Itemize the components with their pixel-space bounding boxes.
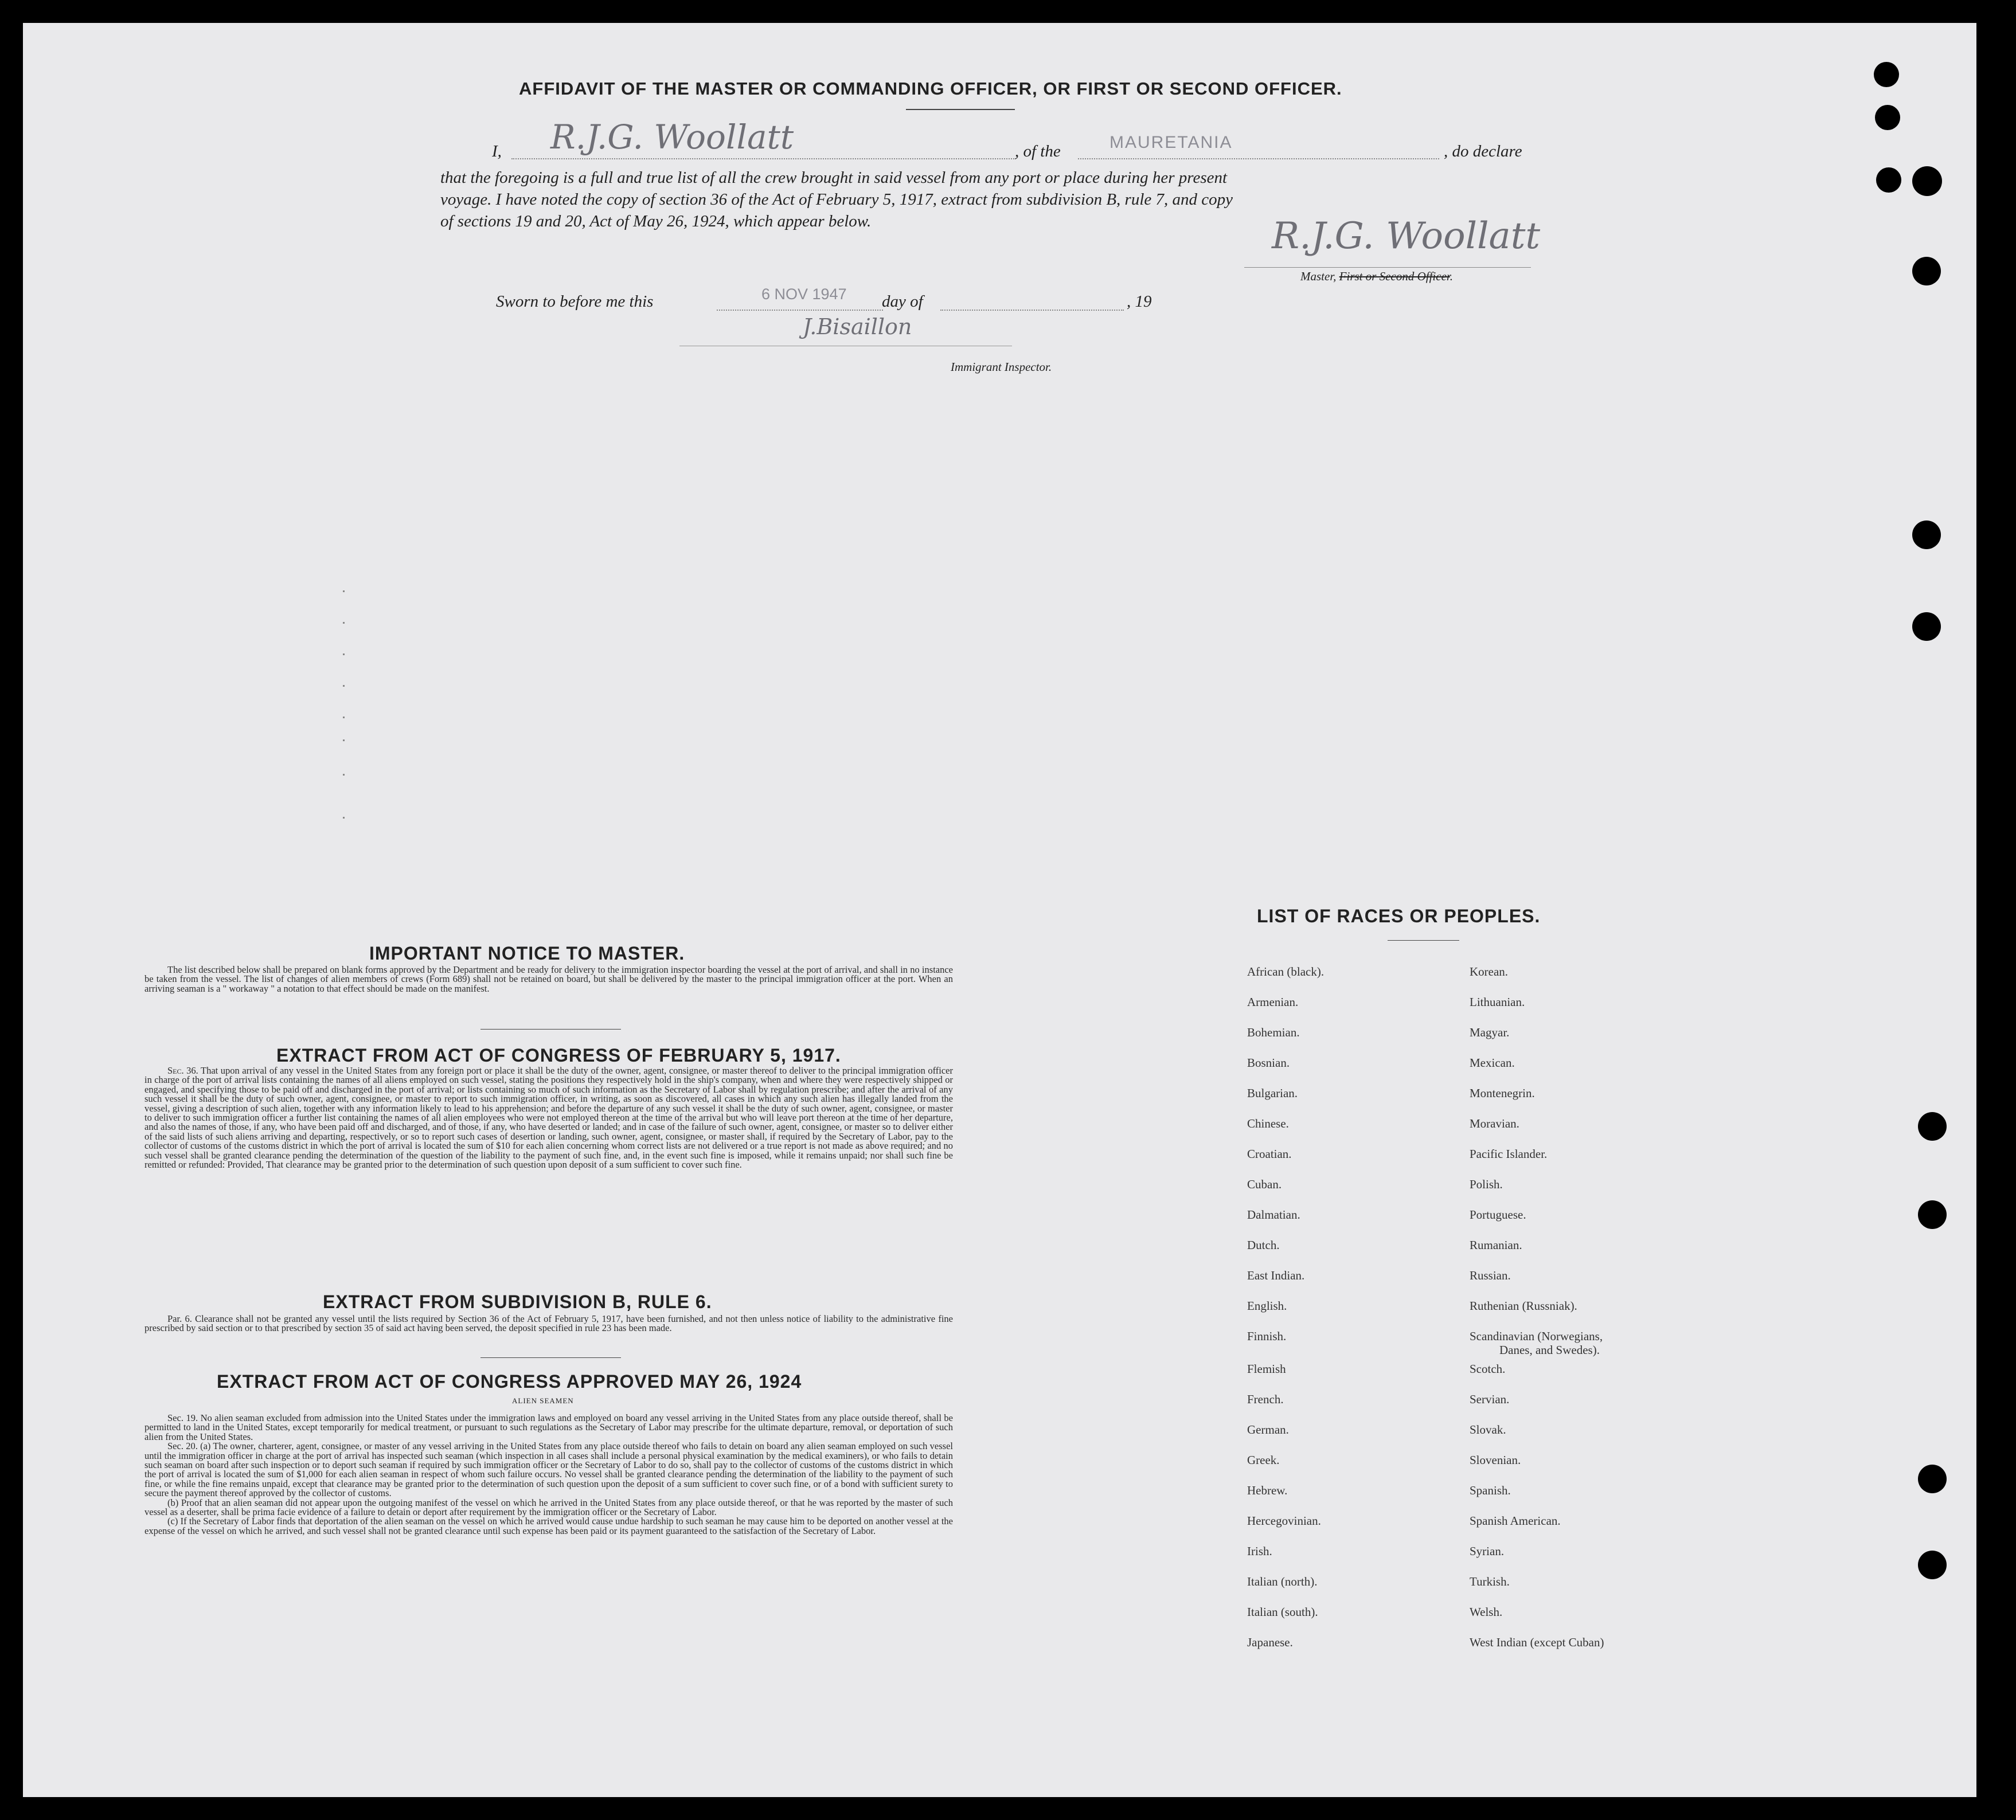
race-left: Chinese.: [1247, 1117, 1289, 1130]
race-right-continued: Danes, and Swedes).: [1499, 1343, 1600, 1357]
race-left: Armenian.: [1247, 995, 1299, 1009]
title-divider: [906, 109, 1015, 110]
rule-6-text: Par. 6. Clearance shall not be granted any vessel until the lists required by Section 36 of the Act of February 5, 1917, have been furnished, and not then unless notice of liability to the administrative fine prescribed by said section or to that prescribed by section 35 of said act having been served, the deposit specified in rule 23 has been made.: [144, 1313, 953, 1334]
race-right: Polish.: [1470, 1177, 1503, 1191]
sec-36-text: That upon arrival of any vessel in the United States from any foreign port or place it shall be the duty of the owner, agent, consignee, or master thereof to deliver to the principal immigration officer in charge of the port of arrival lists containing the names of all aliens employed on such vessel, stating the positions they respectively hold in the ship's company, when and where they were respectively shipped or engaged, and specifying those to be paid off and discharged in the port of arrival; or lists containing so much of such information as the Secretary of Labor shall by regulation prescribe; and after the arrival of any such vessel it shall be the duty of such owner, agent, consignee, or master to report to such immigration officer, in writing, as soon as discovered, all cases in which any such alien has illegally landed from the vessel, giving a description of such alien, together with any information likely to lead to his apprehension; and before the departure of any such vessel it shall be the duty of such owner, agent, consignee, or master to deliver to such immigration officer a further list containing the names of all alien employees who were not employed thereon at the time of the arrival but who will leave port thereon at the time of her departure, and also the names of those, if any, who have been paid off and discharged, and of those, if any, who have deserted or landed; and in case of the failure of such owner, agent, consignee, or master so to deliver either of the said lists of such aliens arriving and departing, respectively, or so to report such cases of desertion or landing, such owner, agent, consignee, or master shall, if required by the Secretary of Labor, pay to the collector of customs of the customs district in which the port of arrival is located the sum of $10 for each alien concerning whom correct lists are not delivered or a true report is not made as above required; and no such vessel shall be granted clearance pending the determination of the question of the liability to the payment of such fine, and, in the event such fine is imposed, while it remains unpaid; nor shall such fine be remitted or refunded: Provided, That clearance may be granted prior to the determination of such question upon deposit of a sum sufficient to cover such fine.: [144, 1065, 954, 1171]
race-left: Hercegovinian.: [1247, 1514, 1321, 1528]
race-left: Greek.: [1247, 1453, 1280, 1467]
speck: [343, 590, 345, 592]
race-right: Syrian.: [1470, 1544, 1505, 1558]
binder-hole: [1912, 257, 1941, 285]
race-left: French.: [1247, 1392, 1284, 1406]
rule-6-divider: [480, 1357, 621, 1358]
race-right: Pacific Islander.: [1470, 1147, 1548, 1161]
binder-hole: [1918, 1551, 1947, 1579]
inspector-signature: J.Bisaillon: [803, 314, 912, 339]
race-right: Slovenian.: [1470, 1453, 1521, 1467]
declaration-line-4: of sections 19 and 20, Act of May 26, 1924, which appear below.: [440, 212, 872, 230]
race-right: Lithuanian.: [1470, 995, 1525, 1009]
race-right: Spanish.: [1470, 1484, 1511, 1497]
inspector-label: Immigrant Inspector.: [951, 360, 1052, 374]
speck: [343, 774, 345, 776]
extract-1924-subtitle: ALIEN SEAMEN: [512, 1396, 574, 1405]
master-signature-line: [1244, 267, 1531, 268]
extract-1917-paragraph: [144, 1066, 953, 1169]
master-signature: R.J.G. Woollatt: [1272, 215, 1541, 257]
binder-hole: [1918, 1112, 1947, 1141]
sec-36-label: Sec. 36.: [167, 1065, 198, 1076]
rule-6-title: EXTRACT FROM SUBDIVISION B, RULE 6.: [323, 1291, 712, 1312]
speck: [343, 653, 345, 655]
extract-1917-title: EXTRACT FROM ACT OF CONGRESS OF FEBRUARY 5, 1917.: [276, 1045, 841, 1066]
race-left: Italian (north).: [1247, 1575, 1318, 1588]
declaration-line-2: that the foregoing is a full and true list of all the crew brought in said vessel from any port or place during her present: [440, 169, 1228, 187]
race-right: Magyar.: [1470, 1026, 1510, 1039]
declarant-label: I,: [492, 142, 502, 161]
sworn-date-line: [717, 310, 883, 311]
notice-paragraph: [144, 965, 953, 993]
speck: [343, 717, 345, 718]
race-left: Dutch.: [1247, 1238, 1280, 1252]
race-left: Bulgarian.: [1247, 1086, 1298, 1100]
race-right: Portuguese.: [1470, 1208, 1526, 1222]
speck: [343, 739, 345, 741]
master-label: [1300, 269, 1453, 284]
speck: [343, 817, 345, 819]
affidavit-title: AFFIDAVIT OF THE MASTER OR COMMANDING OFFICER, OR FIRST OR SECOND OFFICER.: [519, 79, 1342, 99]
speck: [343, 622, 345, 624]
binder-hole: [1918, 1465, 1947, 1493]
declarant-line: [511, 158, 1016, 159]
speck: [343, 685, 345, 687]
race-left: Bosnian.: [1247, 1056, 1290, 1070]
declarant-signature: R.J.G. Woollatt: [550, 118, 794, 156]
race-left: Italian (south).: [1247, 1605, 1318, 1619]
race-right: Spanish American.: [1470, 1514, 1561, 1528]
vessel-line: [1078, 158, 1439, 159]
race-right: Scandinavian (Norwegians,: [1470, 1329, 1603, 1343]
race-left: English.: [1247, 1299, 1287, 1313]
binder-hole: [1912, 166, 1942, 196]
sworn-label: Sworn to before me this: [496, 292, 654, 311]
race-left: Dalmatian.: [1247, 1208, 1300, 1222]
binder-hole: [1912, 520, 1941, 549]
notice-divider: [480, 1029, 621, 1030]
notice-title: IMPORTANT NOTICE TO MASTER.: [369, 943, 685, 964]
race-left: German.: [1247, 1423, 1289, 1437]
master-label-period: .: [1450, 269, 1453, 283]
race-right: Turkish.: [1470, 1575, 1510, 1588]
master-label-text: Master,: [1300, 269, 1337, 283]
race-left: Finnish.: [1247, 1329, 1287, 1343]
race-left: Flemish: [1247, 1362, 1286, 1376]
sec-20c-text: (c) If the Secretary of Labor finds that deportation of the alien seaman on the vessel on which he arrived would cause undue hardship to such seaman he may cause him to be deported on another vessel at the expense of the vessel on which he arrived, and such vessel shall not be granted clearance until such expense has been paid or its payment guaranteed to the satisfaction of the Secretary of Labor.: [144, 1516, 953, 1536]
declaration-line-3: voyage. I have noted the copy of section 36 of the Act of February 5, 1917, extract from subdivision B, rule 7, and copy: [440, 190, 1233, 209]
rule-6-paragraph: [144, 1314, 953, 1333]
race-right: Moravian.: [1470, 1117, 1519, 1130]
binder-hole: [1875, 105, 1900, 130]
race-left: Japanese.: [1247, 1635, 1293, 1649]
sec-20b-text: (b) Proof that an alien seaman did not appear upon the outgoing manifest of the vessel on which he arrived in the United States from any place outside thereof, or that he was reported by the master of such vessel as a deserter, shall be prima facie evidence of a failure to detain or deport after requirement by the immigration officer or the Secretary of Labor.: [144, 1497, 953, 1518]
binder-hole: [1912, 612, 1941, 641]
extract-1924-paragraph: [144, 1414, 953, 1536]
day-of-label: day of: [882, 292, 923, 311]
races-title: LIST OF RACES OR PEOPLES.: [1257, 906, 1541, 926]
sec-20a-text: Sec. 20. (a) The owner, charterer, agent, consignee, or master of any vessel arriving in the United States from any place outside thereof who fails to detain on board any alien seaman employed on such vessel until the immigration officer in charge at the port of arrival has inspected such seaman (which inspection in all cases shall include a personal physical examination by the medical examiners), or who fails to detain such seaman on board after such inspection or to deport such seaman if required by such immigration officer or the Secretary of Labor to do so, shall pay to the collector of customs of the customs district in which the port of arrival is located the sum of $1,000 for each alien seaman in respect of whom such failure occurs. No vessel shall be granted clearance pending the determination of the liability to the payment of such fine, or while the fine remains unpaid, except that clearance may be granted prior to the determination of such question upon the deposit of a sum sufficient to cover such fine, or of a bond with sufficient surety to secure the payment thereof approved by the collector of customs.: [144, 1441, 953, 1499]
month-line: [940, 310, 1124, 311]
extract-1924-title: EXTRACT FROM ACT OF CONGRESS APPROVED MAY 26, 1924: [217, 1371, 802, 1392]
vessel-name: MAURETANIA: [1109, 133, 1233, 152]
race-right: Slovak.: [1470, 1423, 1506, 1437]
race-left: African (black).: [1247, 965, 1325, 979]
race-left: Croatian.: [1247, 1147, 1292, 1161]
of-the-label: , of the: [1015, 142, 1061, 161]
binder-hole: [1874, 62, 1899, 87]
races-divider: [1388, 940, 1459, 941]
race-left: East Indian.: [1247, 1269, 1305, 1282]
race-right: Scotch.: [1470, 1362, 1506, 1376]
race-right: Montenegrin.: [1470, 1086, 1535, 1100]
binder-hole: [1918, 1200, 1947, 1229]
binder-hole: [1876, 167, 1901, 193]
sec-19-text: Sec. 19. No alien seaman excluded from admission into the United States under the immigration laws and employed on board any vessel arriving in the United States from any place outside thereof, shall be permitted to land in the United States, except temporarily for medical treatment, or pursuant to such regulations as the Secretary of Labor may prescribe for the ultimate departure, removal, or deportation of such alien from the United States.: [144, 1412, 953, 1442]
race-right: Korean.: [1470, 965, 1509, 979]
race-right: West Indian (except Cuban): [1470, 1635, 1604, 1649]
race-right: Rumanian.: [1470, 1238, 1522, 1252]
year-label: , 19: [1127, 292, 1152, 311]
race-right: Servian.: [1470, 1392, 1510, 1406]
race-left: Cuban.: [1247, 1177, 1282, 1191]
declare-label: , do declare: [1444, 142, 1522, 161]
race-right: Russian.: [1470, 1269, 1511, 1282]
officer-struck-text: First or Second Officer: [1339, 269, 1450, 283]
race-left: Hebrew.: [1247, 1484, 1288, 1497]
race-left: Irish.: [1247, 1544, 1272, 1558]
notice-text: The list described below shall be prepared on blank forms approved by the Department and be ready for delivery to the immigration inspector boarding the vessel at the port of arrival, and shall in no instance be taken from the vessel. The list of changes of alien members of crews (Form 689) shall not be retained on board, but shall be delivered by the master to the principal immigration officer at the port. When an arriving seaman is a " workaway " a notation to that effect should be made on the manifest.: [144, 964, 953, 994]
race-right: Welsh.: [1470, 1605, 1503, 1619]
race-right: Mexican.: [1470, 1056, 1515, 1070]
sworn-date-stamp: 6 NOV 1947: [761, 285, 847, 303]
race-right: Ruthenian (Russniak).: [1470, 1299, 1577, 1313]
race-left: Bohemian.: [1247, 1026, 1300, 1039]
